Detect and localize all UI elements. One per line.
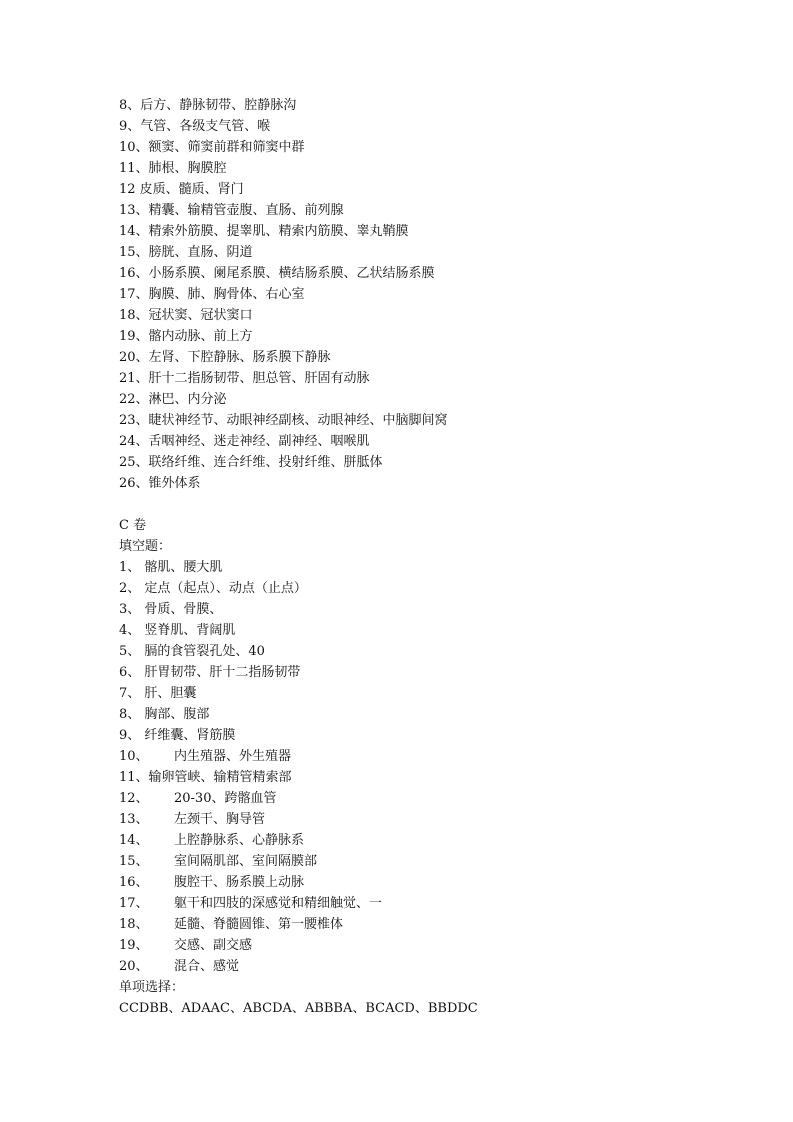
answer-line: 11、肺根、胸膜腔 (119, 161, 227, 176)
answer-number: 20、 (119, 959, 149, 974)
answer-line: 1、 髂肌、腰大肌 (119, 560, 223, 575)
answer-text: 内生殖器、外生殖器 (174, 749, 292, 764)
answer-line (119, 746, 719, 767)
single-choice-heading: 单项选择： (119, 980, 185, 995)
section-c-title: C 卷 (119, 518, 147, 533)
answer-line: 12 皮质、髓质、肾门 (119, 182, 244, 197)
answer-text: 室间隔肌部、室间隔膜部 (174, 854, 318, 869)
answer-line (119, 956, 719, 977)
answer-line: 18、冠状窦、冠状窦口 (119, 308, 253, 323)
answer-line: 14、精索外筋膜、提睾肌、精索内筋膜、睾丸鞘膜 (119, 224, 409, 239)
answer-line: 5、 膈的食管裂孔处、40 (119, 644, 265, 659)
answer-number: 18、 (119, 917, 149, 932)
answer-line (119, 914, 719, 935)
answer-line: 23、睫状神经节、动眼神经副核、动眼神经、中脑脚间窝 (119, 413, 448, 428)
answer-line: 13、精囊、输精管壶腹、直肠、前列腺 (119, 203, 344, 218)
answer-line: 6、 肝胃韧带、肝十二指肠韧带 (119, 665, 301, 680)
answer-line: 20、左肾、下腔静脉、肠系膜下静脉 (119, 350, 331, 365)
answer-number: 12、 (119, 791, 149, 806)
answer-line: 8、 胸部、腹部 (119, 707, 210, 722)
answer-line (119, 851, 719, 872)
fill-blank-answer-11: 11、输卵管峡、输精管精索部 (119, 770, 292, 785)
answer-text: 20-30、跨髂血管 (174, 791, 277, 806)
section-gap (119, 494, 719, 515)
answer-line (119, 788, 719, 809)
answer-number: 19、 (119, 938, 149, 953)
answer-line: 22、淋巴、内分泌 (119, 392, 227, 407)
answer-line (119, 809, 719, 830)
document-page (119, 95, 719, 1019)
answer-number: 14、 (119, 833, 149, 848)
answer-text: 腹腔干、肠系膜上动脉 (174, 875, 305, 890)
answer-line: 19、髂内动脉、前上方 (119, 329, 253, 344)
answer-line: 4、 竖脊肌、背阔肌 (119, 623, 236, 638)
answer-text: 交感、副交感 (174, 938, 253, 953)
section-b-answers (119, 95, 719, 494)
single-choice-answers: CCDBB、ADAAC、ABCDA、ABBBA、BCACD、BBDDC (119, 1001, 478, 1016)
answer-line: 17、胸膜、肺、胸骨体、右心室 (119, 287, 305, 302)
answer-line (119, 830, 719, 851)
answer-line: 8、后方、静脉韧带、腔静脉沟 (119, 98, 297, 113)
answer-number: 10、 (119, 749, 149, 764)
answer-number: 17、 (119, 896, 149, 911)
answer-line: 9、气管、各级支气管、喉 (119, 119, 271, 134)
answer-line: 26、锥外体系 (119, 476, 201, 491)
answer-line (119, 935, 719, 956)
answer-line: 25、联络纤维、连合纤维、投射纤维、胼胝体 (119, 455, 383, 470)
answer-text: 左颈干、胸导管 (174, 812, 266, 827)
answer-line: 16、小肠系膜、阑尾系膜、横结肠系膜、乙状结肠系膜 (119, 266, 435, 281)
answer-line: 3、 骨质、骨膜、 (119, 602, 223, 617)
fill-blank-heading: 填空题： (119, 539, 172, 554)
answer-line (119, 872, 719, 893)
answer-line: 24、舌咽神经、迷走神经、副神经、咽喉肌 (119, 434, 370, 449)
fill-blank-answer-10 (119, 746, 719, 767)
answer-line: 21、肝十二指肠韧带、胆总管、肝固有动脉 (119, 371, 370, 386)
answer-line: 7、 肝、胆囊 (119, 686, 197, 701)
answer-line: 9、 纤维囊、肾筋膜 (119, 728, 236, 743)
answer-text: 延髓、脊髓圆锥、第一腰椎体 (174, 917, 344, 932)
answer-text: 混合、感觉 (174, 959, 240, 974)
answer-number: 16、 (119, 875, 149, 890)
answer-line: 10、额窦、筛窦前群和筛窦中群 (119, 140, 305, 155)
fill-blank-answers-1-9 (119, 557, 719, 746)
answer-number: 13、 (119, 812, 149, 827)
answer-number: 15、 (119, 854, 149, 869)
answer-text: 上腔静脉系、心静脉系 (174, 833, 305, 848)
answer-line: 2、 定点（起点）、动点（止点） (119, 581, 307, 596)
answer-line (119, 893, 719, 914)
answer-line: 15、膀胱、直肠、阴道 (119, 245, 253, 260)
answer-text: 躯干和四肢的深感觉和精细触觉、一 (174, 896, 383, 911)
fill-blank-answers-12-20 (119, 788, 719, 977)
